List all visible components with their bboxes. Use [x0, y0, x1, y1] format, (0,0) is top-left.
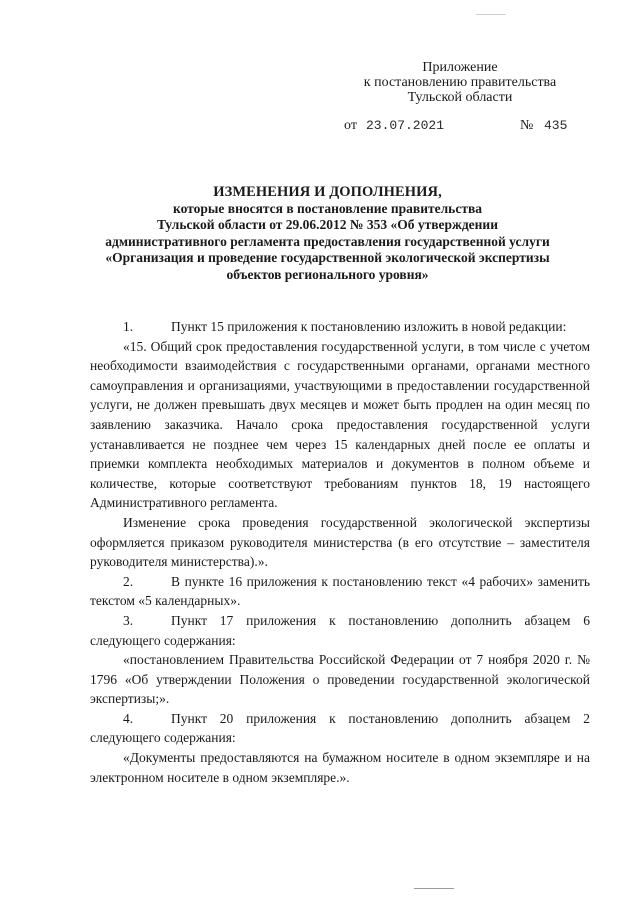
- scan-artifact-top: [476, 14, 506, 15]
- document-title: [80, 184, 575, 284]
- document-body: [90, 317, 590, 787]
- item-3-text: Пункт 17 приложения к постановлению дополнить абзацем 6 следующего содержания:: [90, 612, 590, 648]
- annex-line-2: к постановлению правительства: [363, 75, 557, 90]
- title-line-1: которые вносятся в постановление правительства: [172, 200, 482, 216]
- title-line-3: административного регламента предоставления государственной услуги: [105, 233, 550, 249]
- item-2-paragraph: [90, 572, 590, 611]
- item-3-number: 3.: [123, 612, 134, 628]
- title-main: ИЗМЕНЕНИЯ И ДОПОЛНЕНИЯ,: [213, 184, 442, 200]
- title-line-2: Тульской области от 29.06.2012 № 353 «Об утверждении: [157, 217, 498, 233]
- title-line-5: объектов регионального уровня»: [226, 266, 429, 282]
- resolution-date: 23.07.2021: [366, 118, 445, 133]
- annex-header: [340, 60, 580, 105]
- item-4-paragraph: [90, 709, 590, 748]
- date-from-label: от: [344, 118, 357, 133]
- item-4-text: Пункт 20 приложения к постановлению дополнить абзацем 2 следующего содержания:: [90, 710, 590, 746]
- item-1-number: 1.: [123, 319, 134, 334]
- item-1-quote-paragraph: «15. Общий срок предоставления государственной услуги, в том числе с учетом необходимости взаимодействия с государственными органами, органами местного самоуправления и организациями, участвующими в предоставлении государственной услуги, не должен превышать двух месяцев и может быть продлен на один месяц по заявлению заказчика. Начало срока предоставления государственной услуги устанавливается не позднее чем через 15 календарных дней после ее оплаты и приемки комплекта необходимых материалов и документов в полном объеме и количестве, которые соответствуют требованиям пунктов 18, 19 настоящего Административного регламента.: [90, 338, 590, 511]
- item-2-text: В пункте 16 приложения к постановлению текст «4 рабочих» заменить текстом «5 календарных».: [90, 573, 590, 609]
- item-1-quote-paragraph-2: Изменение срока проведения государственной экологической экспертизы оформляется приказом руководителя министерства (в его отсутствие – заместителя руководителя министерства).».: [90, 514, 590, 570]
- item-3-paragraph: [90, 611, 590, 650]
- scan-artifact-bottom: [414, 888, 454, 889]
- annex-line-3: Тульской области: [407, 90, 513, 105]
- item-4-number: 4.: [123, 710, 134, 726]
- annex-line-1: Приложение: [422, 60, 498, 75]
- item-1-text: Пункт 15 приложения к постановлению изложить в новой редакции:: [171, 319, 567, 334]
- item-4-quote-paragraph: «Документы предоставляются на бумажном носителе в одном экземпляре и на электронном носителе в одном экземпляре.».: [90, 750, 590, 785]
- number-label: №: [520, 118, 534, 133]
- title-line-4: «Организация и проведение государственной экологической экспертизы: [105, 250, 550, 266]
- item-3-quote-paragraph: «постановлением Правительства Российской Федерации от 7 ноября 2020 г. № 1796 «Об утверждении Положения о проведении государственной экологической экспертизы;».: [90, 652, 590, 707]
- item-1-paragraph: [90, 317, 590, 337]
- item-2-number: 2.: [123, 573, 134, 589]
- resolution-number: 435: [544, 118, 568, 133]
